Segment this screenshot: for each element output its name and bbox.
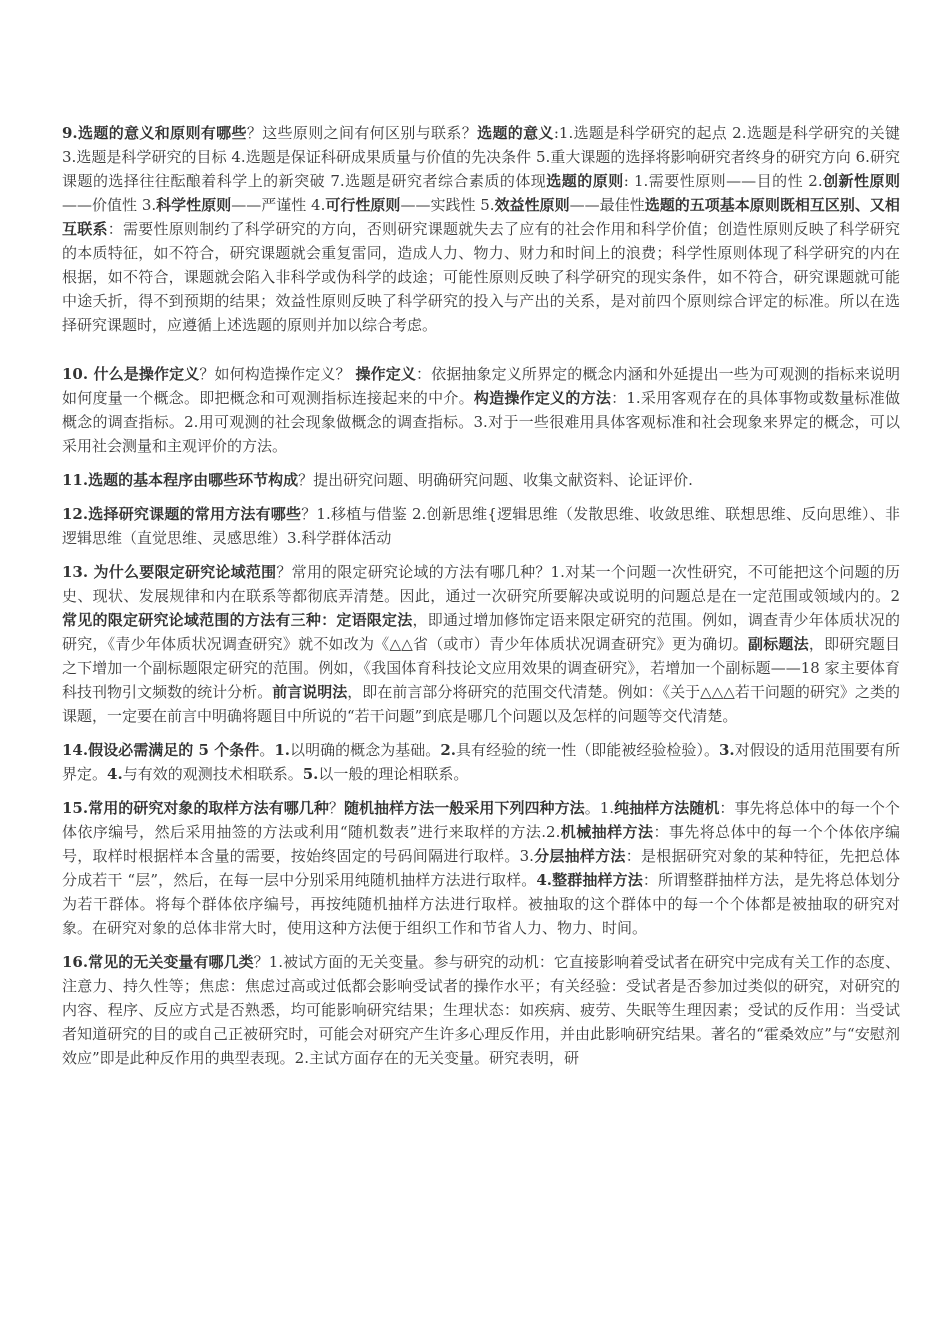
bold-text: 14.假设必需满足的 5 个条件 [62,741,260,759]
bold-text: 1. [274,741,291,759]
document-page [62,121,900,1070]
body-text: ：1.采用客观存在的具体事物或数量标准做概念的调查指标。2.用可观测的社会现象做概念的调查指标。3.对于一些很难用具体客观标准和社会现象来界定的概念，可以采用社会测量和主观评价的方法。 [62,389,900,455]
body-text: 。 [259,741,275,759]
body-text: ，即研究题目之下增加一个副标题限定研究的范围。例如，《我国体育科技论文应用效果的调查研究》，若增加一个副标题——18 家主要体育科技刊物引文频数的统计分析。 [62,635,900,701]
body-text: ，即在前言部分将研究的范围交代清楚。例如：《关于△△△若干问题的研究》之类的课题，一定要在前言中明确将题目中所说的“若干问题”到底是哪几个问题以及怎样的问题等交代清楚。 [62,683,900,725]
body-text: 与有效的观测技术相联系。 [122,765,303,783]
body-text: ：所谓整群抽样方法，是先将总体划分为若干群体。将每个群体依序编号，再按纯随机抽样方法进行取样。被抽取的这个群体中的每一个个体都是被抽取的研究对象。在研究对象的总体非常大时，使用这种方法便于组织工作和节省人力、物力、时间。 [62,871,900,937]
bold-text: 15.常用的研究对象的取样方法有哪几种 [62,799,329,817]
body-text: :1.选题是科学研究的起点 2.选题是科学研究的关键 3.选题是科学研究的目标 4.选题是保证科研成果质量与价值的先决条件 5.重大课题的选择将影响研究者终身的研究方向 6.研究课题的选择往往酝酿着科学上的新突破 7.选题是研究者综合素质的体现 [62,124,900,190]
body-text: ，即通过增加修饰定语来限定研究的范围。例如，调查青少年体质状况的研究，《青少年体质状况调查研究》就不如改为《△△省（或市）青少年体质状况调查研究》更为确切。 [62,611,900,653]
bold-text: 选题的意义 [477,124,554,142]
bold-text: 构造操作定义的方法 [473,389,612,407]
paragraph-q13 [62,560,900,728]
body-text: 以明确的概念为基础。 [290,741,441,759]
body-text: ：事先将总体中的每一个个体依序编号，然后采用抽签的方法或利用“随机数表”进行来取样的方法.2. [62,799,900,841]
body-text: ？如何构造操作定义？ [199,365,356,383]
paragraph-q9 [62,121,900,337]
body-text: ——最佳性 [569,196,645,214]
body-text: ？这些原则之间有何区别与联系？ [246,124,478,142]
body-text: ？提出研究问题、明确研究问题、收集文献资料、论证评价. [298,471,693,489]
bold-text: 11.选题的基本程序由哪些环节构成 [62,471,299,489]
bold-text: 创新性原则 [822,172,900,190]
paragraph-q12 [62,502,900,550]
bold-text: 随机抽样方法一般采用下列四种方法 [343,799,585,817]
body-text: ：事先将总体中的每一个个体依序编号，取样时根据样本含量的需要，按始终固定的号码间隔进行取样。3. [62,823,900,865]
bold-text: 前言说明法 [272,683,348,701]
bold-text: 纯抽样方法随机 [614,799,720,817]
bold-text: 操作定义 [355,365,417,383]
body-text: ？1.移植与借鉴 2.创新思维{逻辑思维（发散思维、收敛思维、联想思维、反向思维）、非逻辑思维（直觉思维、灵感思维）3.科学群体活动 [62,505,900,547]
bold-text: 选题的五项基本原则既相互区别、又相互联系 [62,196,900,238]
body-text: ？常用的限定研究论域的方法有哪几种？1.对某一个问题一次性研究，不可能把这个问题的历史、现状、发展规律和内在联系等都彻底弄清楚。因此，通过一次研究所要解决或说明的问题总是在一定范围或领域内的。2 [62,563,900,605]
paragraph-q14 [62,738,900,786]
bold-text: 9.选题的意义和原则有哪些 [62,124,247,142]
bold-text: 3. [719,741,735,759]
paragraph-q16 [62,950,900,1070]
body-text: ？1.被试方面的无关变量。参与研究的动机：它直接影响着受试者在研究中完成有关工作的态度、注意力、持久性等；焦虑：焦虑过高或过低都会影响受试者的操作水平；有关经验：受试者是否参加过类似的研究，对研究的内容、程序、反应方式是否熟悉，均可能影响研究结果；生理状态：如疾病、疲劳、失眠等生理因素；受试的反作用：当受试者知道研究的目的或自己正被研究时，可能会对研究产生许多心理反作用，并由此影响研究结果。著名的“霍桑效应”与“安慰剂效应”即是此种反作用的典型表现。2.主试方面存在的无关变量。研究表明，研 [62,953,900,1067]
bold-text: 10. 什么是操作定义 [62,365,200,383]
body-text: ——实践性 5. [400,196,495,214]
bold-text: 分层抽样方法 [533,847,626,865]
body-text: ：是根据研究对象的某种特征，先把总体分成若干 “层”，然后，在每一层中分别采用纯随机抽样方法进行取样。 [62,847,900,889]
body-text: 。1. [584,799,615,817]
bold-text: 可行性原则 [325,196,401,214]
bold-text: 2. [440,741,456,759]
body-text: ——价值性 3. [62,196,157,214]
body-text: ——严谨性 4. [231,196,326,214]
bold-text: 机械抽样方法 [560,823,654,841]
bold-text: 选题的原则 [546,172,624,190]
body-text: : 1.需要性原则——目的性 2. [623,172,823,190]
bold-text: 科学性原则 [156,196,232,214]
body-text: 以一般的理论相联系。 [318,765,469,783]
bold-text: 副标题法 [747,635,809,653]
body-text: 具有经验的统一性（即能被经验检验）。 [456,741,719,759]
paragraph-q10 [62,362,900,458]
bold-text: 效益性原则 [494,196,570,214]
bold-text: 13. 为什么要限定研究论域范围 [62,563,277,581]
body-text: 对假设的适用范围要有所界定。 [62,741,900,783]
bold-text: 4.整群抽样方法 [536,871,643,889]
body-text: ？ [328,799,344,817]
bold-text: 16.常见的无关变量有哪几类 [62,953,254,971]
body-text: ：需要性原则制约了科学研究的方向，否则研究课题就失去了应有的社会作用和科学价值；创造性原则反映了科学研究的本质特征，如不符合，研究课题就会重复雷同，造成人力、物力、财力和时间上的浪费；科学性原则体现了科学研究的内在根据，如不符合，课题就会陷入非科学或伪科学的歧途；可能性原则反映了科学研究的现实条件，如不符合，研究课题就可能中途夭折，得不到预期的结果；效益性原则反映了科学研究的投入与产出的关系，是对前四个原则综合评定的标准。所以在选择研究课题时，应遵循上述选题的原则并加以综合考虑。 [62,220,900,334]
paragraph-q11 [62,468,900,492]
bold-text: 常见的限定研究论域范围的方法有三种：定语限定法 [62,611,413,629]
bold-text: 5. [302,765,319,783]
paragraph-q15 [62,796,900,940]
bold-text: 4. [107,765,123,783]
bold-text: 12.选择研究课题的常用方法有哪些 [62,505,302,523]
body-text: ：依据抽象定义所界定的概念内涵和外延提出一些为可观测的指标来说明如何度量一个概念。即把概念和可观测指标连接起来的中介。 [62,365,900,407]
